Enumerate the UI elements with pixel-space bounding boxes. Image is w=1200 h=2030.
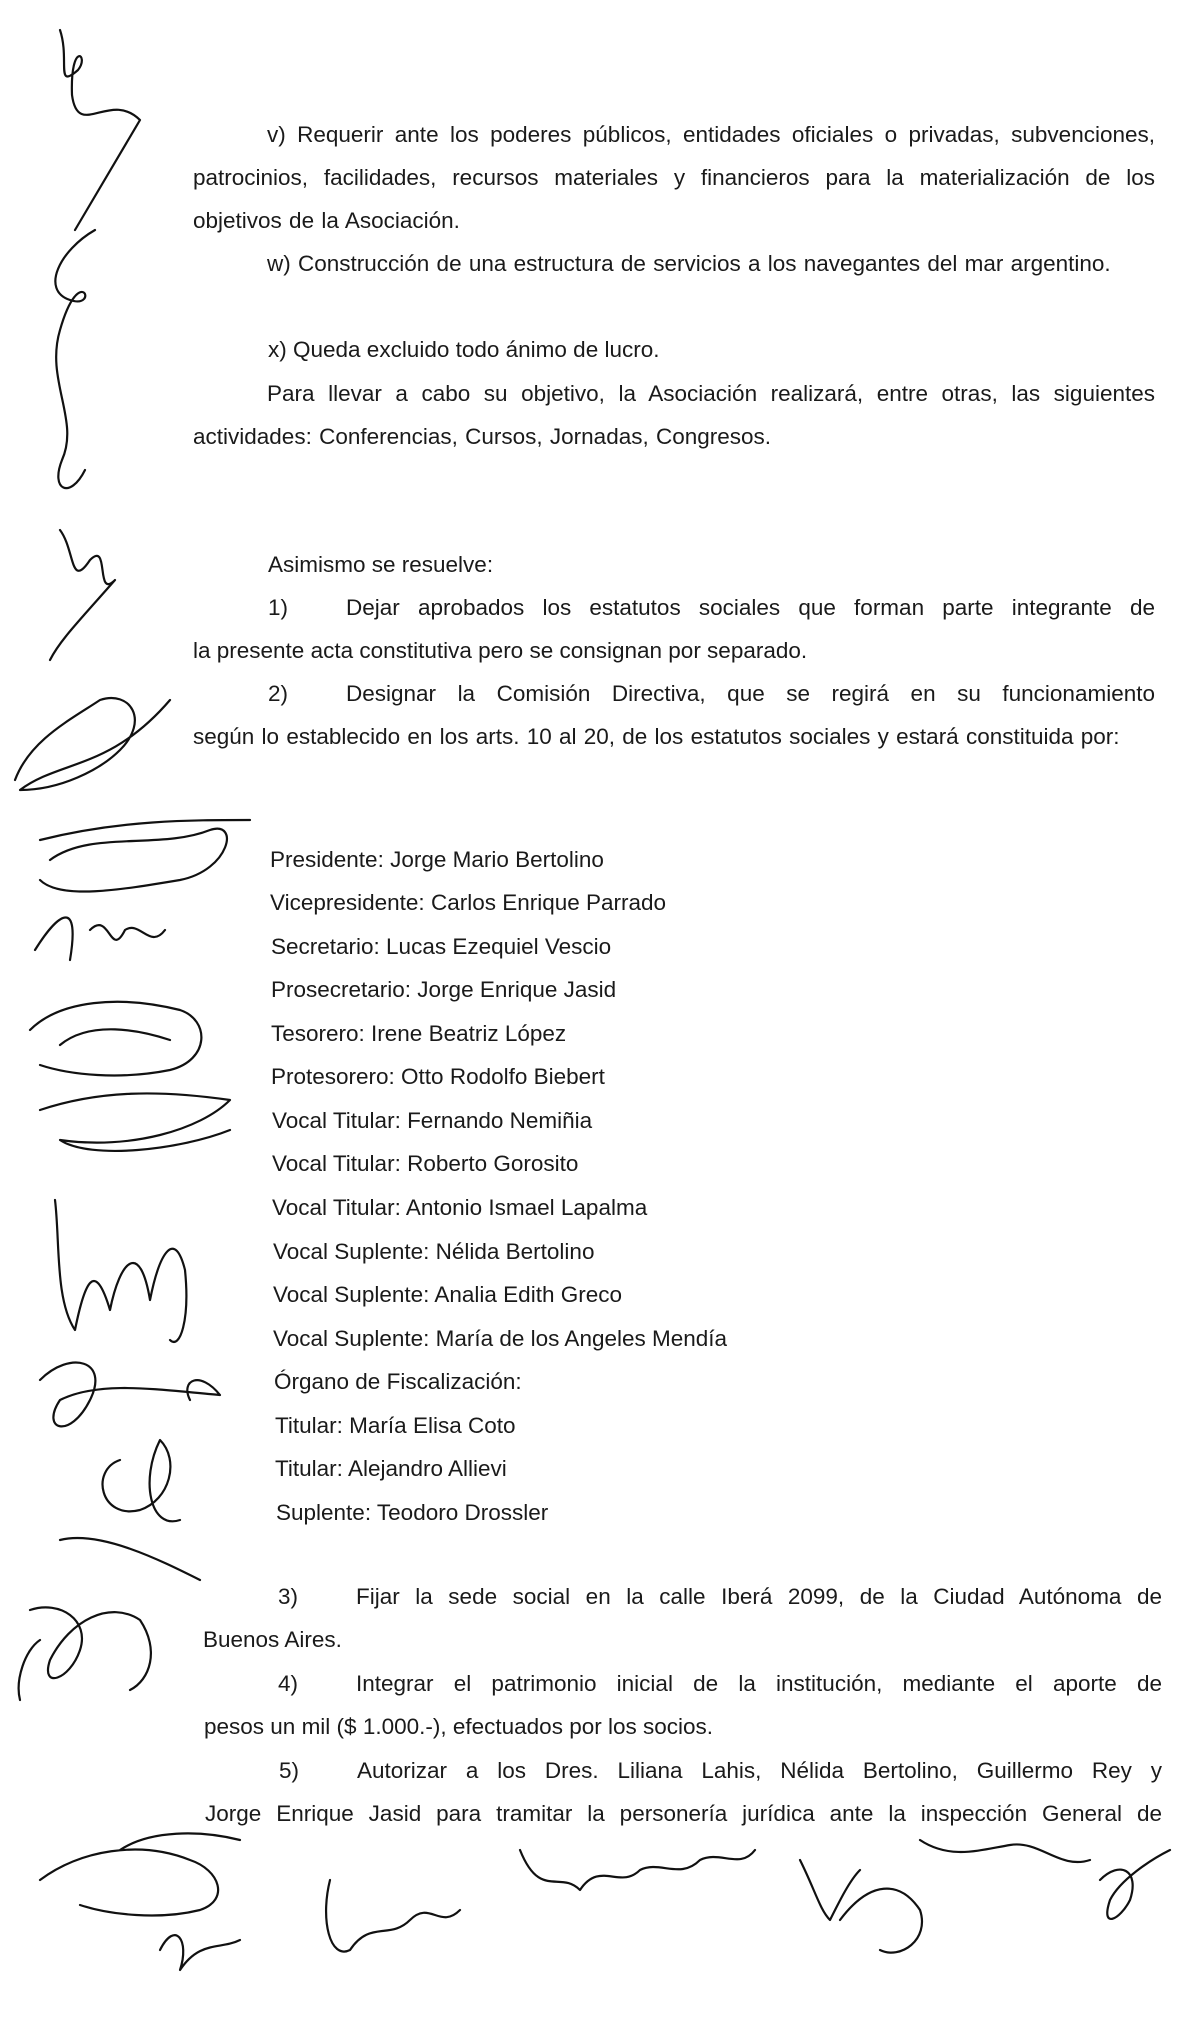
commission-member: Órgano de Fiscalización: — [274, 1369, 522, 1394]
signature-mark — [50, 530, 115, 660]
signature-mark — [55, 230, 95, 488]
commission-member: Presidente: Jorge Mario Bertolino — [270, 847, 604, 872]
commission-member: Secretario: Lucas Ezequiel Vescio — [271, 934, 612, 959]
resolution-text-first-line: Autorizar a los Dres. Liliana Lahis, Nélida Bertolino, Guillermo Rey y — [357, 1758, 1162, 1783]
signature-mark — [1100, 1850, 1170, 1919]
signature-mark — [30, 1538, 200, 1690]
commission-member: Prosecretario: Jorge Enrique Jasid — [271, 977, 617, 1002]
resolution-number: 3) — [278, 1584, 299, 1609]
resolution-text-first-line: Integrar el patrimonio inicial de la institución, mediante el aporte de — [356, 1671, 1162, 1696]
resolution-text-first-line: Designar la Comisión Directiva, que se regirá en su funcionamiento — [346, 681, 1155, 706]
paragraph-w: w) Construcción de una estructura de servicios a los navegantes del mar argentino. — [267, 251, 1111, 276]
commission-member: Vocal Suplente: Analia Edith Greco — [273, 1282, 622, 1307]
resolution-text-rest: la presente acta constitutiva pero se consignan por separado. — [193, 638, 808, 663]
commission-member: Vocal Titular: Roberto Gorosito — [272, 1151, 579, 1176]
signature-mark — [40, 1833, 240, 1915]
commission-member: Vocal Titular: Fernando Nemiñia — [272, 1108, 593, 1133]
resolution-text-rest: Buenos Aires. — [203, 1627, 342, 1652]
commission-member: Tesorero: Irene Beatriz López — [271, 1021, 567, 1046]
asimismo-heading: Asimismo se resuelve: — [268, 552, 494, 577]
commission-member: Vocal Suplente: Nélida Bertolino — [273, 1239, 595, 1264]
signature-mark — [840, 1840, 1090, 1953]
signature-mark — [40, 1093, 230, 1150]
paragraph-x: x) Queda excluido todo ánimo de lucro. — [268, 337, 660, 362]
signature-mark — [60, 30, 140, 230]
signature-mark — [40, 820, 250, 892]
signature-mark — [520, 1850, 755, 1890]
signature-mark — [19, 1640, 40, 1700]
resolution-number: 2) — [268, 681, 289, 706]
commission-member: Vicepresidente: Carlos Enrique Parrado — [270, 890, 667, 915]
paragraph-v: v) Requerir ante los poderes públicos, entidades oficiales o privadas, subvenciones, patrocinios, facilidades, recursos materiales y financieros para la materialización de los objetivos de la Asociación. — [193, 122, 1155, 233]
commission-member: Vocal Suplente: María de los Angeles Mendía — [273, 1326, 728, 1351]
resolution-number: 5) — [279, 1758, 300, 1783]
resolution-number: 1) — [268, 595, 289, 620]
signature-mark — [160, 1935, 240, 1970]
commission-member: Protesorero: Otto Rodolfo Biebert — [271, 1064, 605, 1089]
signature-mark — [326, 1880, 460, 1952]
resolution-text-rest: pesos un mil ($ 1.000.-), efectuados por los socios. — [204, 1714, 714, 1739]
signature-mark — [800, 1860, 860, 1920]
commission-member: Titular: María Elisa Coto — [275, 1413, 516, 1438]
resolution-text-rest: según lo establecido en los arts. 10 al 20, de los estatutos sociales y estará constituida por: — [193, 724, 1120, 749]
commission-member: Vocal Titular: Antonio Ismael Lapalma — [272, 1195, 648, 1220]
signature-mark — [15, 698, 170, 790]
resolution-text-rest: Jorge Enrique Jasid para tramitar la personería jurídica ante la inspección General de — [205, 1801, 1162, 1826]
resolution-text-first-line: Dejar aprobados los estatutos sociales que forman parte integrante de — [346, 595, 1155, 620]
signature-mark — [55, 1200, 186, 1342]
signature-mark — [103, 1440, 180, 1521]
signature-mark — [40, 1363, 220, 1427]
paragraph-objetivo: Para llevar a cabo su objetivo, la Asociación realizará, entre otras, las siguientes actividades: Conferencias, Cursos, Jornadas, Congresos. — [193, 381, 1155, 449]
signature-mark — [35, 918, 165, 961]
resolution-text-first-line: Fijar la sede social en la calle Iberá 2099, de la Ciudad Autónoma de — [356, 1584, 1162, 1609]
commission-member: Titular: Alejandro Allievi — [275, 1456, 507, 1481]
resolution-number: 4) — [278, 1671, 299, 1696]
commission-member: Suplente: Teodoro Drossler — [276, 1500, 549, 1525]
signature-mark — [30, 1002, 201, 1076]
